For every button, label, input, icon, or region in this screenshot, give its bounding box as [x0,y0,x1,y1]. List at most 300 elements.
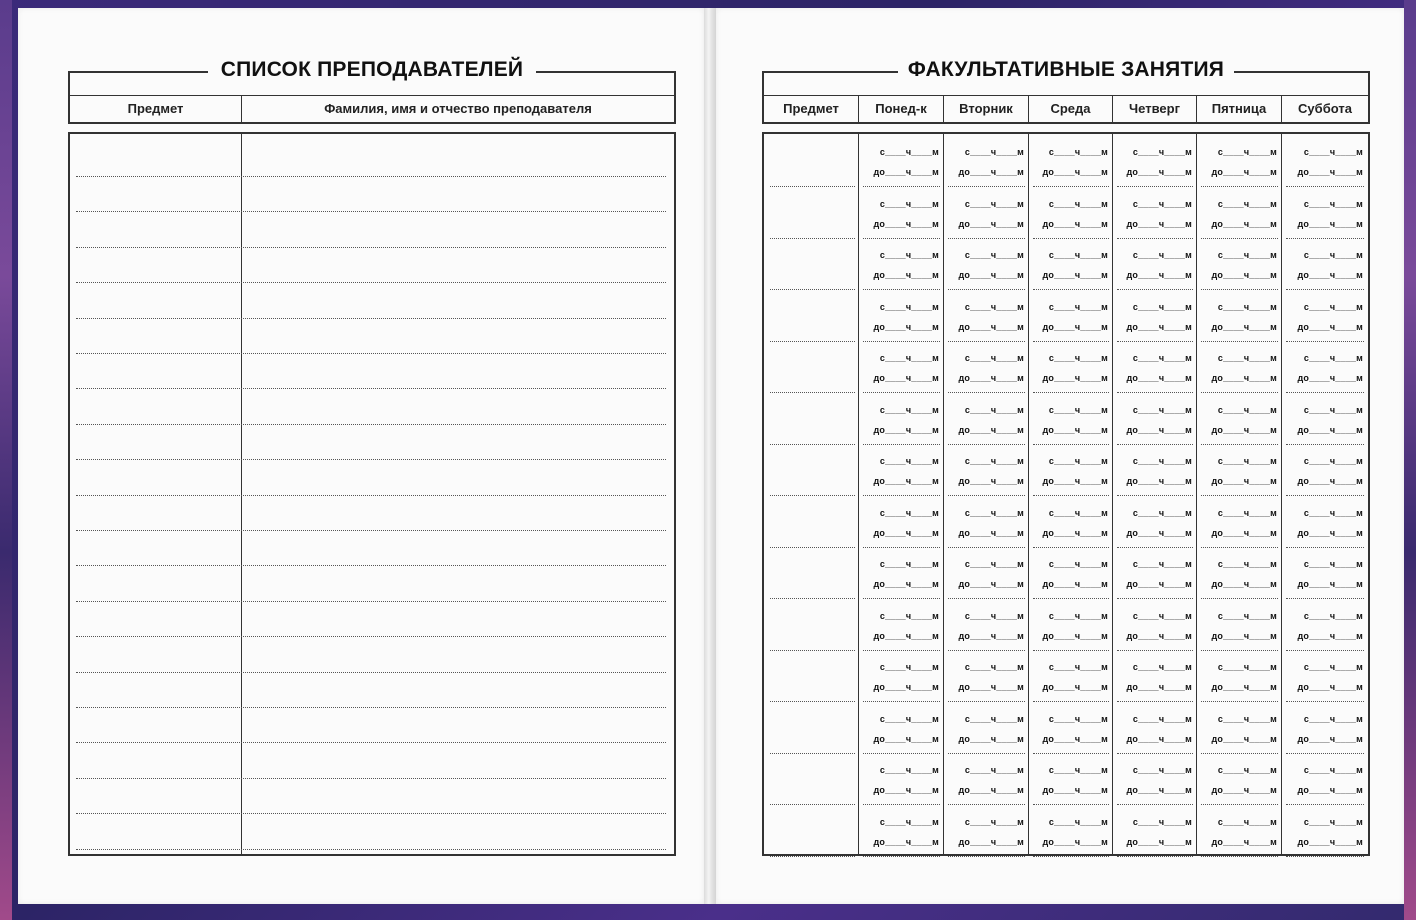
writing-line[interactable] [76,247,666,248]
time-to-label: до____ч____м [1297,321,1363,332]
time-from-label: с____ч____м [879,662,939,672]
schedule-row [764,754,1368,805]
time-slot-cell[interactable] [1282,497,1368,548]
time-to-label: до____ч____м [958,836,1024,847]
schedule-row [764,394,1368,445]
time-slot-cell[interactable] [1282,188,1368,239]
time-to-label: до____ч____м [1297,373,1363,383]
writing-line[interactable] [76,424,666,425]
time-to-label: до____ч____м [958,167,1024,177]
schedule-row [764,703,1368,754]
time-from-label: с____ч____м [1217,250,1277,260]
time-from-label: с____ч____м [879,456,939,466]
time-from-label: с____ч____м [964,713,1024,724]
time-slot-cell[interactable] [1197,394,1282,445]
time-to-label: до____ч____м [958,476,1024,486]
writing-line[interactable] [76,849,666,850]
time-slot-cell[interactable] [944,754,1029,805]
time-slot-cell[interactable] [1113,548,1197,599]
time-to-label: до____ч____м [1042,373,1108,383]
time-from-label: с____ч____м [1132,765,1192,775]
column-friday: Пятница [1197,96,1282,122]
time-slot-cell[interactable] [1282,136,1368,187]
electives-header [762,58,1370,124]
time-to-label: до____ч____м [958,527,1024,538]
time-to-label: до____ч____м [873,785,939,795]
time-from-label: с____ч____м [879,765,939,775]
time-slot-cell[interactable] [944,445,1029,496]
time-from-label: с____ч____м [1217,456,1277,466]
time-slot-cell[interactable] [1197,703,1282,754]
time-slot-cell[interactable] [1197,806,1282,857]
time-slot-cell[interactable] [859,548,944,599]
schedule-row [764,239,1368,290]
column-subject: Предмет [764,96,859,122]
time-slot-cell[interactable] [944,188,1029,239]
time-slot-cell[interactable] [1282,342,1368,393]
schedule-row [764,445,1368,496]
writing-line[interactable] [76,211,666,212]
time-slot-cell[interactable] [1029,703,1113,754]
writing-line[interactable] [76,176,666,177]
time-from-label: с____ч____м [1303,301,1363,312]
time-slot-cell[interactable] [1282,548,1368,599]
time-to-label: до____ч____м [1297,836,1363,847]
time-from-label: с____ч____м [1303,250,1363,260]
time-slot-cell[interactable] [859,497,944,548]
schedule-row [764,600,1368,651]
time-to-label: до____ч____м [1297,682,1363,692]
time-from-label: с____ч____м [1132,713,1192,724]
time-from-label: с____ч____м [964,353,1024,363]
time-to-label: до____ч____м [958,785,1024,795]
time-to-label: до____ч____м [1211,682,1277,692]
time-to-label: до____ч____м [1211,373,1277,383]
time-slot-cell[interactable] [1029,600,1113,651]
time-slot-cell[interactable] [944,651,1029,702]
time-from-label: с____ч____м [1048,301,1108,312]
time-from-label: с____ч____м [1048,250,1108,260]
time-slot-cell[interactable] [859,445,944,496]
time-to-label: до____ч____м [1126,270,1192,280]
time-from-label: с____ч____м [964,404,1024,415]
time-from-label: с____ч____м [1303,507,1363,518]
time-slot-cell[interactable] [859,239,944,290]
time-slot-cell[interactable] [1029,291,1113,342]
subject-line[interactable] [770,856,855,857]
time-to-label: до____ч____м [1126,218,1192,229]
time-slot-cell[interactable] [1029,136,1113,187]
time-from-label: с____ч____м [1303,816,1363,827]
time-slot-cell[interactable] [1113,806,1197,857]
time-to-label: до____ч____м [1126,733,1192,744]
cell-separator [948,856,1025,857]
time-slot-cell[interactable] [944,394,1029,445]
time-to-label: до____ч____м [958,321,1024,332]
time-to-label: до____ч____м [1042,167,1108,177]
time-from-label: с____ч____м [1132,559,1192,569]
schedule-row [764,188,1368,239]
time-from-label: с____ч____м [1048,456,1108,466]
time-slot-cell[interactable] [1282,600,1368,651]
time-slot-cell[interactable] [859,651,944,702]
time-from-label: с____ч____м [964,250,1024,260]
time-from-label: с____ч____м [1217,816,1277,827]
time-from-label: с____ч____м [879,559,939,569]
time-slot-cell[interactable] [859,188,944,239]
time-from-label: с____ч____м [1217,507,1277,518]
time-to-label: до____ч____м [873,836,939,847]
time-to-label: до____ч____м [1042,836,1108,847]
time-from-label: с____ч____м [879,301,939,312]
time-from-label: с____ч____м [1048,610,1108,621]
time-slot-cell[interactable] [944,291,1029,342]
electives-schedule-table [762,132,1370,856]
time-slot-cell[interactable] [1282,239,1368,290]
time-from-label: с____ч____м [1303,662,1363,672]
time-slot-cell[interactable] [859,703,944,754]
time-from-label: с____ч____м [1303,765,1363,775]
time-to-label: до____ч____м [873,630,939,641]
column-tuesday: Вторник [944,96,1029,122]
schedule-row [764,291,1368,342]
time-slot-cell[interactable] [1113,497,1197,548]
time-to-label: до____ч____м [958,682,1024,692]
time-from-label: с____ч____м [1303,404,1363,415]
column-teacher-name: Фамилия, имя и отчество преподавателя [324,101,592,116]
time-slot-cell[interactable] [1282,651,1368,702]
time-slot-cell[interactable] [1113,703,1197,754]
time-to-label: до____ч____м [1042,733,1108,744]
time-slot-cell[interactable] [1197,188,1282,239]
writing-line[interactable] [76,318,666,319]
time-from-label: с____ч____м [879,610,939,621]
time-slot-cell[interactable] [1029,497,1113,548]
time-slot-cell[interactable] [1113,600,1197,651]
time-to-label: до____ч____м [1042,270,1108,280]
writing-line[interactable] [76,742,666,743]
time-from-label: с____ч____м [1217,353,1277,363]
time-slot-cell[interactable] [1029,548,1113,599]
time-slot-cell[interactable] [1197,136,1282,187]
time-to-label: до____ч____м [1126,682,1192,692]
time-from-label: с____ч____м [1048,559,1108,569]
writing-line[interactable] [76,601,666,602]
time-to-label: до____ч____м [873,476,939,486]
time-to-label: до____ч____м [1126,424,1192,435]
time-slot-cell[interactable] [944,806,1029,857]
time-to-label: до____ч____м [1042,630,1108,641]
time-to-label: до____ч____м [958,218,1024,229]
time-slot-cell[interactable] [1282,394,1368,445]
time-to-label: до____ч____м [1297,785,1363,795]
time-from-label: с____ч____м [1132,250,1192,260]
time-to-label: до____ч____м [1211,733,1277,744]
time-slot-cell[interactable] [1113,754,1197,805]
writing-line[interactable] [76,530,666,531]
electives-title: ФАКУЛЬТАТИВНЫЕ ЗАНЯТИЯ [764,58,1368,82]
time-slot-cell[interactable] [1282,445,1368,496]
time-to-label: до____ч____м [1297,424,1363,435]
time-to-label: до____ч____м [1126,579,1192,589]
time-to-label: до____ч____м [873,373,939,383]
time-to-label: до____ч____м [1211,579,1277,589]
time-from-label: с____ч____м [964,147,1024,157]
time-slot-cell[interactable] [1197,651,1282,702]
time-from-label: с____ч____м [1132,301,1192,312]
schedule-row [764,136,1368,187]
time-to-label: до____ч____м [1126,373,1192,383]
time-to-label: до____ч____м [1211,476,1277,486]
writing-line[interactable] [76,636,666,637]
schedule-row [764,806,1368,857]
time-slot-cell[interactable] [1029,754,1113,805]
time-slot-cell[interactable] [1113,445,1197,496]
time-from-label: с____ч____м [1132,610,1192,621]
cell-separator [1286,856,1364,857]
time-from-label: с____ч____м [1303,610,1363,621]
time-to-label: до____ч____м [1297,630,1363,641]
time-to-label: до____ч____м [958,270,1024,280]
time-to-label: до____ч____м [1297,218,1363,229]
time-slot-cell[interactable] [859,136,944,187]
time-from-label: с____ч____м [1303,353,1363,363]
time-from-label: с____ч____м [1132,662,1192,672]
time-from-label: с____ч____м [964,198,1024,209]
writing-line[interactable] [76,388,666,389]
time-to-label: до____ч____м [1126,527,1192,538]
time-from-label: с____ч____м [1132,456,1192,466]
column-saturday: Суббота [1298,101,1352,116]
time-from-label: с____ч____м [1132,198,1192,209]
teachers-list-header [68,58,676,124]
time-from-label: с____ч____м [1217,198,1277,209]
time-slot-cell[interactable] [1197,291,1282,342]
time-to-label: до____ч____м [873,321,939,332]
time-to-label: до____ч____м [1211,167,1277,177]
time-to-label: до____ч____м [1297,579,1363,589]
time-slot-cell[interactable] [1113,394,1197,445]
time-slot-cell[interactable] [859,806,944,857]
time-to-label: до____ч____м [1042,321,1108,332]
time-from-label: с____ч____м [879,147,939,157]
writing-line[interactable] [76,282,666,283]
cover-edge-left [0,0,12,920]
time-slot-cell[interactable] [1197,600,1282,651]
schedule-row [764,548,1368,599]
time-slot-cell[interactable] [859,754,944,805]
column-monday: Понед-к [859,96,944,122]
time-to-label: до____ч____м [1126,630,1192,641]
writing-line[interactable] [76,495,666,496]
time-to-label: до____ч____м [1211,527,1277,538]
time-slot-cell[interactable] [944,600,1029,651]
time-to-label: до____ч____м [1211,424,1277,435]
cell-separator [1033,856,1109,857]
time-to-label: до____ч____м [1126,321,1192,332]
column-subject: Предмет [70,96,242,122]
time-slot-cell[interactable] [1282,703,1368,754]
time-slot-cell[interactable] [1197,445,1282,496]
cell-separator [1201,856,1278,857]
time-from-label: с____ч____м [1303,147,1363,157]
time-to-label: до____ч____м [873,167,939,177]
time-to-label: до____ч____м [1042,682,1108,692]
time-from-label: с____ч____м [964,456,1024,466]
time-from-label: с____ч____м [879,353,939,363]
writing-line[interactable] [76,459,666,460]
time-slot-cell[interactable] [1029,651,1113,702]
time-slot-cell[interactable] [1113,188,1197,239]
time-slot-cell[interactable] [1197,239,1282,290]
time-from-label: с____ч____м [879,250,939,260]
time-to-label: до____ч____м [958,424,1024,435]
time-to-label: до____ч____м [1297,733,1363,744]
time-to-label: до____ч____м [1297,167,1363,177]
time-slot-cell[interactable] [944,703,1029,754]
time-to-label: до____ч____м [1042,785,1108,795]
time-from-label: с____ч____м [964,765,1024,775]
time-to-label: до____ч____м [873,682,939,692]
writing-line[interactable] [76,707,666,708]
time-from-label: с____ч____м [1048,147,1108,157]
time-slot-cell[interactable] [1282,291,1368,342]
time-from-label: с____ч____м [1217,147,1277,157]
time-from-label: с____ч____м [1048,816,1108,827]
time-from-label: с____ч____м [1217,301,1277,312]
time-from-label: с____ч____м [964,559,1024,569]
column-thursday: Четверг [1113,96,1197,122]
teachers-list-title: СПИСОК ПРЕПОДАВАТЕЛЕЙ [70,58,674,82]
time-slot-cell[interactable] [1282,754,1368,805]
time-to-label: до____ч____м [958,630,1024,641]
time-to-label: до____ч____м [1126,785,1192,795]
time-slot-cell[interactable] [944,239,1029,290]
time-to-label: до____ч____м [1042,579,1108,589]
time-from-label: с____ч____м [964,301,1024,312]
time-slot-cell[interactable] [1282,806,1368,857]
cell-separator [863,856,940,857]
writing-line[interactable] [76,565,666,566]
column-wednesday: Среда [1029,96,1113,122]
time-slot-cell[interactable] [1113,136,1197,187]
time-slot-cell[interactable] [1029,188,1113,239]
time-from-label: с____ч____м [1048,198,1108,209]
time-from-label: с____ч____м [879,404,939,415]
time-to-label: до____ч____м [1126,476,1192,486]
time-from-label: с____ч____м [1048,507,1108,518]
time-to-label: до____ч____м [1042,476,1108,486]
time-to-label: до____ч____м [1211,785,1277,795]
time-slot-cell[interactable] [859,291,944,342]
writing-line[interactable] [76,353,666,354]
time-to-label: до____ч____м [1211,321,1277,332]
time-to-label: до____ч____м [1042,527,1108,538]
time-slot-cell[interactable] [1197,497,1282,548]
time-from-label: с____ч____м [1048,713,1108,724]
time-slot-cell[interactable] [1197,342,1282,393]
time-slot-cell[interactable] [1113,291,1197,342]
time-to-label: до____ч____м [1297,270,1363,280]
time-slot-cell[interactable] [944,497,1029,548]
book-spine [704,8,716,904]
time-to-label: до____ч____м [1126,167,1192,177]
time-from-label: с____ч____м [1048,404,1108,415]
time-to-label: до____ч____м [958,373,1024,383]
time-slot-cell[interactable] [944,548,1029,599]
cover-edge-right [1404,0,1416,920]
time-slot-cell[interactable] [1113,651,1197,702]
time-to-label: до____ч____м [873,218,939,229]
time-to-label: до____ч____м [1211,630,1277,641]
time-to-label: до____ч____м [873,733,939,744]
time-slot-cell[interactable] [859,600,944,651]
time-slot-cell[interactable] [944,342,1029,393]
time-from-label: с____ч____м [964,610,1024,621]
electives-columns [764,95,1368,122]
time-slot-cell[interactable] [1113,239,1197,290]
time-from-label: с____ч____м [964,507,1024,518]
time-slot-cell[interactable] [859,342,944,393]
time-to-label: до____ч____м [1042,218,1108,229]
time-from-label: с____ч____м [879,198,939,209]
time-to-label: до____ч____м [958,733,1024,744]
schedule-row [764,651,1368,702]
time-from-label: с____ч____м [964,662,1024,672]
time-slot-cell[interactable] [1197,548,1282,599]
time-to-label: до____ч____м [958,579,1024,589]
time-from-label: с____ч____м [1217,559,1277,569]
time-to-label: до____ч____м [1211,218,1277,229]
teachers-list-table [68,132,676,856]
time-slot-cell[interactable] [1197,754,1282,805]
time-from-label: с____ч____м [1303,559,1363,569]
cell-separator [1117,856,1193,857]
time-slot-cell[interactable] [1029,239,1113,290]
time-slot-cell[interactable] [1029,806,1113,857]
time-to-label: до____ч____м [1211,270,1277,280]
time-slot-cell[interactable] [1113,342,1197,393]
time-slot-cell[interactable] [859,394,944,445]
writing-line[interactable] [76,672,666,673]
time-slot-cell[interactable] [944,136,1029,187]
time-to-label: до____ч____м [1211,836,1277,847]
time-slot-cell[interactable] [1029,394,1113,445]
time-from-label: с____ч____м [964,816,1024,827]
time-to-label: до____ч____м [1297,476,1363,486]
teachers-list-columns [70,95,674,122]
time-from-label: с____ч____м [879,713,939,724]
time-from-label: с____ч____м [1217,404,1277,415]
time-from-label: с____ч____м [879,507,939,518]
time-from-label: с____ч____м [1048,353,1108,363]
time-slot-cell[interactable] [1029,342,1113,393]
time-from-label: с____ч____м [1303,198,1363,209]
writing-line[interactable] [76,813,666,814]
schedule-row [764,342,1368,393]
schedule-row [764,497,1368,548]
time-from-label: с____ч____м [1048,662,1108,672]
time-from-label: с____ч____м [1132,353,1192,363]
time-from-label: с____ч____м [1217,662,1277,672]
time-from-label: с____ч____м [1132,147,1192,157]
time-from-label: с____ч____м [1303,713,1363,724]
time-to-label: до____ч____м [873,270,939,280]
time-to-label: до____ч____м [873,424,939,435]
writing-line[interactable] [76,778,666,779]
time-to-label: до____ч____м [1297,527,1363,538]
time-slot-cell[interactable] [1029,445,1113,496]
